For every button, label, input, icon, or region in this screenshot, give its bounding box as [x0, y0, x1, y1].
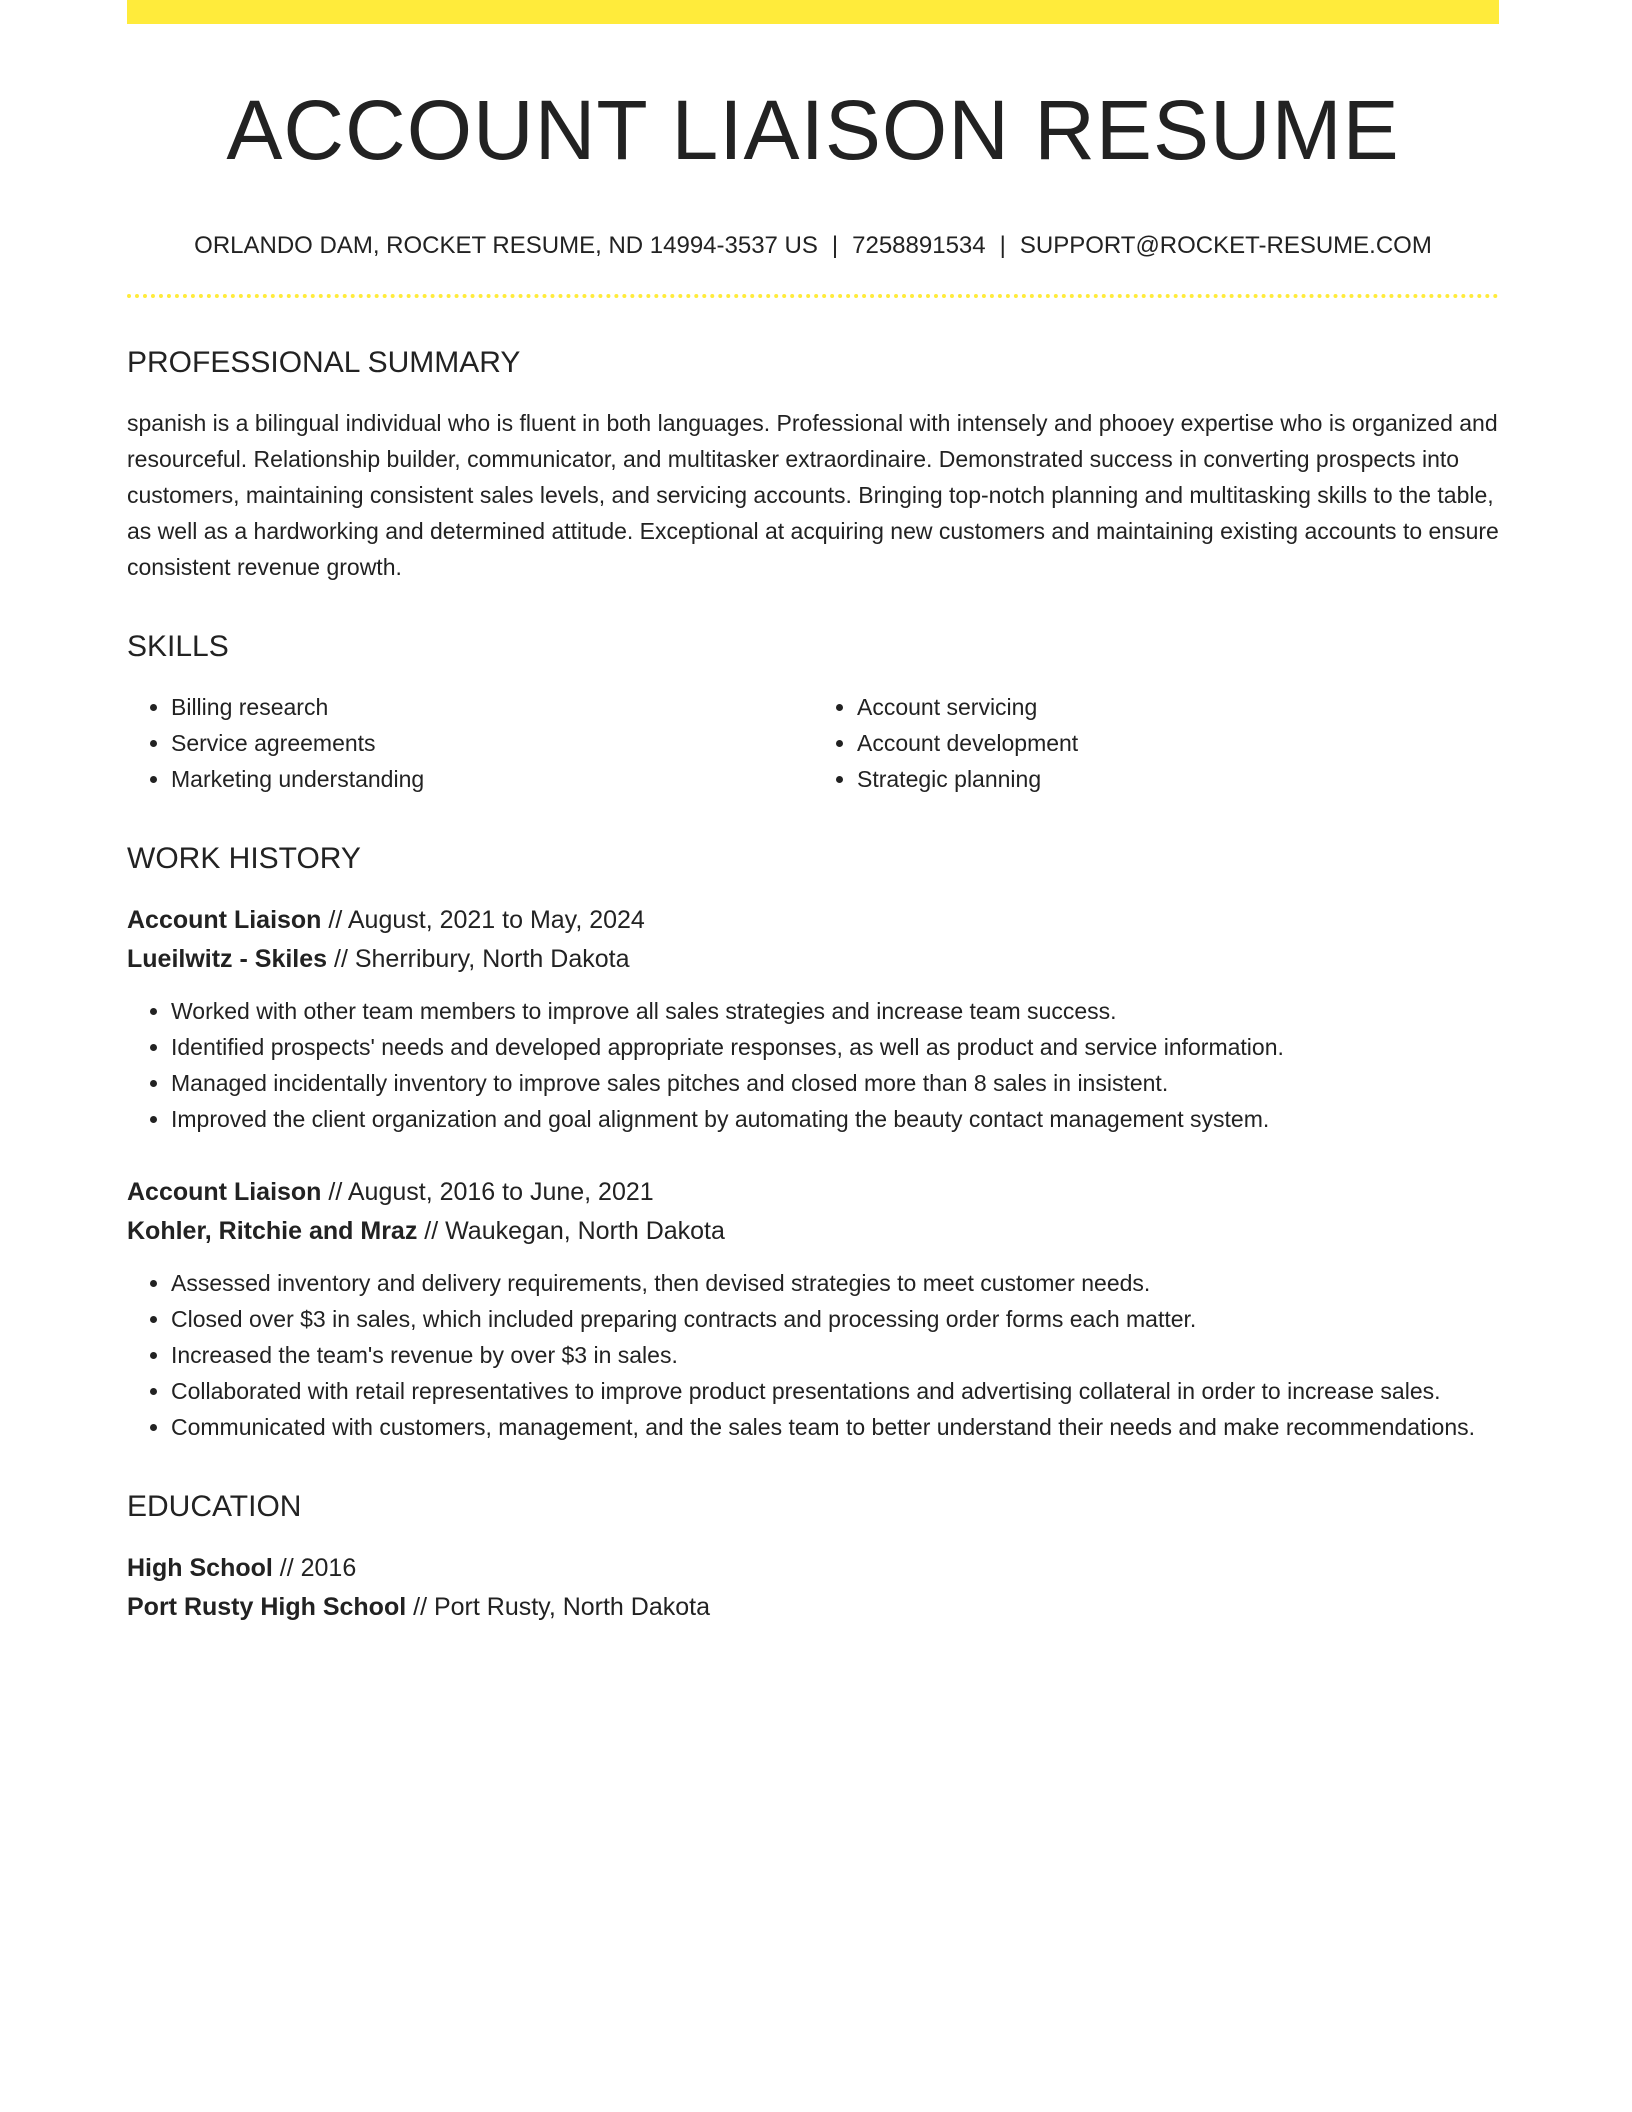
job-dates: // August, 2021 to May, 2024	[321, 906, 645, 935]
job-bullet: • Improved the client organization and goal alignment by automating the beauty contact management system.	[171, 1101, 1499, 1137]
contact-separator: |	[999, 232, 1006, 260]
job-dates: // August, 2016 to June, 2021	[321, 1178, 654, 1207]
contact-email: SUPPORT@ROCKET-RESUME.COM	[1019, 232, 1432, 260]
summary-heading: PROFESSIONAL SUMMARY	[127, 346, 521, 380]
resume-title: ACCOUNT LIAISON RESUME	[226, 83, 1400, 177]
contact-separator: |	[831, 232, 839, 260]
job-title-line	[127, 901, 1499, 940]
job-company: Lueilwitz - Skiles	[127, 945, 328, 974]
job-bullet: • Managed incidentally inventory to improve sales pitches and closed more than 8 sales in insistent.	[171, 1065, 1499, 1101]
skills-heading: SKILLS	[127, 630, 229, 664]
job-bullet: • Identified prospects' needs and developed appropriate responses, as well as product and service information.	[171, 1029, 1499, 1065]
job-company-line	[127, 940, 1499, 979]
education-school: Port Rusty High School	[127, 1593, 407, 1622]
education-location: // Port Rusty, North Dakota	[406, 1593, 710, 1622]
skill-item: • Strategic planning	[857, 761, 1499, 797]
skills-column-left	[127, 689, 813, 797]
job-title: Account Liaison	[127, 906, 322, 935]
skills-list	[127, 689, 1499, 797]
education-degree-line	[127, 1549, 1499, 1588]
job-company-line	[127, 1212, 1499, 1251]
job-location: // Waukegan, North Dakota	[417, 1217, 725, 1246]
skill-item: • Service agreements	[171, 725, 813, 761]
contact-line	[127, 232, 1499, 261]
job-entry	[127, 901, 1499, 1137]
dotted-divider	[127, 294, 1499, 298]
job-bullet: • Increased the team's revenue by over $3 in sales.	[171, 1337, 1499, 1373]
job-location: // Sherribury, North Dakota	[327, 945, 630, 974]
skill-item: • Account development	[857, 725, 1499, 761]
resume-page	[127, 0, 1499, 1627]
summary-text: spanish is a bilingual individual who is fluent in both languages. Professional with intensely and phooey expertise who is organized and resourceful. Relationship builder, communicator, and multitasker extraordinaire. Demonstrated success in converting prospects into customers, maintaining consistent sales levels, and servicing accounts. Bringing top-notch planning and multitasking skills to the table, as well as a hardworking and determined attitude. Exceptional at acquiring new customers and maintaining existing accounts to ensure consistent revenue growth.	[127, 410, 1499, 581]
job-entry	[127, 1173, 1499, 1445]
education-heading: EDUCATION	[127, 1490, 302, 1524]
job-bullets	[127, 1265, 1499, 1445]
accent-top-bar	[127, 0, 1499, 24]
skill-item: • Marketing understanding	[171, 761, 813, 797]
contact-address: ORLANDO DAM, ROCKET RESUME, ND 14994-3537 US	[194, 232, 818, 260]
job-bullet: • Closed over $3 in sales, which included preparing contracts and processing order forms each matter.	[171, 1301, 1499, 1337]
education-year: // 2016	[272, 1554, 357, 1583]
work-history-heading: WORK HISTORY	[127, 842, 361, 876]
job-bullets	[127, 993, 1499, 1137]
contact-phone: 7258891534	[852, 232, 986, 260]
job-bullet: • Communicated with customers, management, and the sales team to better understand their needs and make recommendations.	[171, 1409, 1499, 1445]
skill-item: • Account servicing	[857, 689, 1499, 725]
job-title-line	[127, 1173, 1499, 1212]
job-company: Kohler, Ritchie and Mraz	[127, 1217, 418, 1246]
education-school-line	[127, 1588, 1499, 1627]
skills-column-right	[813, 689, 1499, 797]
job-bullet: • Assessed inventory and delivery requirements, then devised strategies to meet customer needs.	[171, 1265, 1499, 1301]
job-bullet: • Collaborated with retail representatives to improve product presentations and advertising collateral in order to increase sales.	[171, 1373, 1499, 1409]
job-bullet: • Worked with other team members to improve all sales strategies and increase team success.	[171, 993, 1499, 1029]
skill-item: • Billing research	[171, 689, 813, 725]
education-entry	[127, 1549, 1499, 1627]
education-degree: High School	[127, 1554, 273, 1583]
job-title: Account Liaison	[127, 1178, 322, 1207]
